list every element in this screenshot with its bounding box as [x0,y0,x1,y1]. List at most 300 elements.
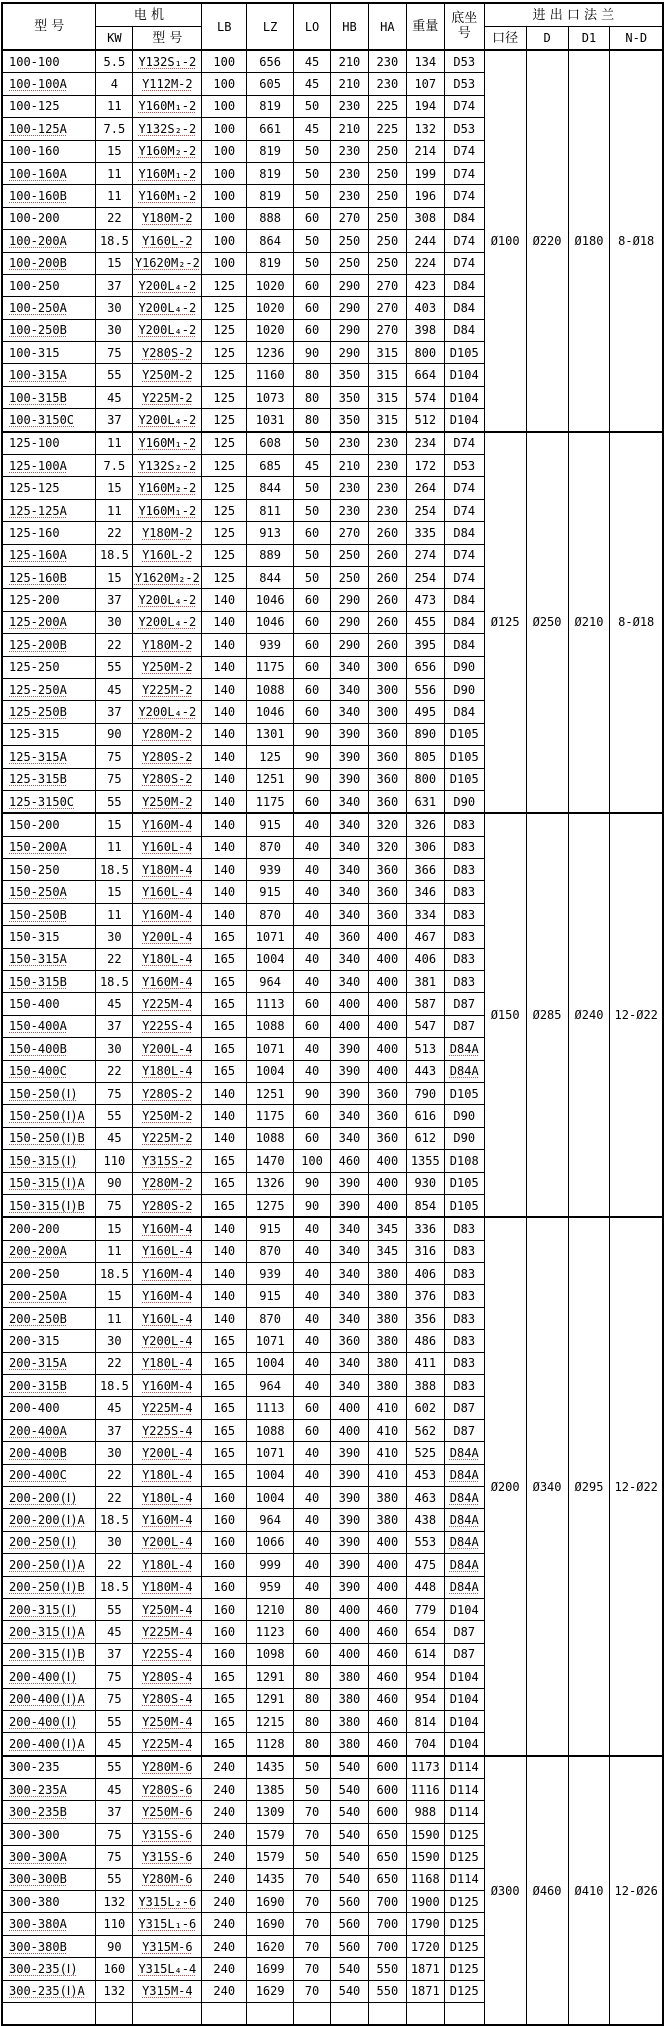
lz-cell [247,274,294,296]
ha-cell [368,1015,406,1037]
base-no-text: D83 [453,1356,476,1371]
motor-model-cell [133,409,202,432]
ha-text: 400 [376,1019,399,1034]
lz-cell [247,544,294,566]
lo-text: 40 [304,862,320,877]
lb-cell [202,701,247,723]
kw-text: 55 [107,1714,122,1729]
base-no-text: D105 [449,727,479,742]
lo-cell [294,859,331,881]
motor-model-cell [133,386,202,408]
lb-text: 165 [213,1692,236,1707]
kw-text: 15 [107,885,122,900]
kw-cell [96,1779,133,1801]
base-no-cell [444,678,484,700]
ha-text: 270 [376,323,399,338]
model-text: 300-300 [9,1827,60,1842]
hb-text: 400 [338,1647,361,1662]
lo-cell [294,230,331,252]
motor-model-text: Y200L₄-2 [138,300,197,315]
lb-text: 140 [213,1311,236,1326]
motor-model-text: Y180M-2 [142,525,193,540]
lb-cell [202,1823,247,1845]
weight-text: 664 [414,368,437,383]
base-no-text: D83 [453,1333,476,1348]
lo-text: 60 [304,323,320,338]
weight-text: 631 [414,794,437,809]
weight-cell [406,1419,444,1441]
model-cell [2,499,96,521]
hb-cell [331,230,369,252]
lb-cell [202,409,247,432]
flange-d1-cell: Ø180 [568,50,610,432]
lz-cell [247,1172,294,1194]
weight-text: 512 [414,412,437,427]
ha-cell [368,723,406,745]
kw-cell [96,589,133,611]
model-text: 200-250(Ⅰ) [9,1535,78,1550]
kw-text: 22 [107,637,122,652]
model-text: 200-250B [9,1311,67,1326]
motor-model-cell [133,1263,202,1285]
motor-model-cell [133,1733,202,1756]
motor-model-cell [133,1621,202,1643]
kw-cell [96,1352,133,1374]
hb-text: 340 [338,1244,361,1259]
hb-cell [331,73,369,95]
ha-cell [368,836,406,858]
lz-cell [247,1779,294,1801]
lb-cell [202,432,247,455]
kw-text: 90 [107,1176,122,1191]
model-cell [2,1868,96,1890]
lo-cell [294,1710,331,1732]
lo-text: 80 [304,1669,320,1684]
lo-cell [294,1330,331,1352]
ha-cell [368,903,406,925]
motor-model-text: Y280S-2 [142,749,193,764]
hb-cell [331,1217,369,1240]
model-text: 100-100A [9,77,67,92]
base-no-cell [444,1688,484,1710]
kw-text: 132 [103,1984,126,1999]
lz-text: 1251 [255,1086,285,1101]
hb-text: 390 [338,1535,361,1550]
ha-text: 230 [376,481,399,496]
hb-cell [331,1060,369,1082]
ha-text: 410 [376,1423,399,1438]
lo-text: 80 [304,1692,320,1707]
base-no-cell [444,544,484,566]
lb-cell [202,162,247,184]
lb-text: 160 [213,1513,236,1528]
model-text: 100-3150C [9,412,75,427]
ha-cell [368,409,406,432]
lb-cell [202,1352,247,1374]
lb-cell [202,1038,247,1060]
model-cell [2,1576,96,1598]
base-no-cell [444,319,484,341]
ha-cell [368,297,406,319]
model-text: 200-200 [9,1222,60,1236]
ha-text: 270 [376,300,399,315]
hb-cell [331,499,369,521]
lz-cell [247,1688,294,1710]
hb-text: 390 [338,1176,361,1191]
kw-cell [96,1846,133,1868]
base-no-text: D84A [449,1580,479,1595]
lo-text: 60 [304,211,320,226]
hb-cell [331,1801,369,1823]
hb-cell [331,50,369,73]
weight-cell [406,50,444,73]
base-no-text: D84 [453,323,476,338]
model-cell [2,1082,96,1104]
lo-text: 45 [304,54,320,69]
motor-model-text: Y250M-4 [142,1602,193,1617]
base-no-cell [444,1980,484,2002]
weight-text: 254 [414,503,437,518]
lb-cell [202,1217,247,1240]
hb-cell [331,1285,369,1307]
base-no-cell [444,274,484,296]
model-text: 150-400A [9,1019,67,1034]
flange-nd-cell: 12-Ø22 [610,1217,663,1755]
motor-model-cell [133,790,202,813]
kw-text: 18.5 [99,1378,129,1393]
lb-text: 165 [213,1468,236,1483]
lz-text: 964 [259,974,281,989]
ha-text: 700 [376,1894,399,1909]
weight-text: 556 [414,682,437,697]
lb-cell [202,790,247,813]
lo-text: 60 [304,615,320,630]
motor-model-text: Y180M-2 [142,211,193,226]
lz-text: 1046 [255,593,285,608]
motor-model-text: Y200L-4 [142,1445,193,1460]
base-no-cell [444,836,484,858]
ha-text: 600 [376,1782,399,1797]
lb-cell [202,1307,247,1329]
lo-text: 50 [304,256,320,271]
motor-model-text: Y315M-6 [142,1939,193,1954]
model-cell [2,971,96,993]
model-cell [2,1487,96,1509]
lz-cell [247,477,294,499]
base-no-text: D125 [449,1827,479,1842]
kw-text: 18.5 [99,233,129,248]
ha-text: 700 [376,1917,399,1932]
weight-cell [406,1375,444,1397]
lz-cell [247,140,294,162]
base-no-text: D83 [453,929,476,944]
model-text: 125-3150C [9,794,75,809]
base-no-cell [444,993,484,1015]
lo-cell [294,274,331,296]
lo-cell [294,342,331,364]
weight-cell [406,1464,444,1486]
lz-cell [247,836,294,858]
hb-cell [331,118,369,140]
ha-cell [368,566,406,588]
motor-model-text: Y315L₁-6 [138,1917,197,1932]
lb-text: 160 [213,1557,236,1572]
lz-cell [247,50,294,73]
model-text: 200-315(Ⅰ) [9,1602,78,1617]
base-no-text: D74 [453,481,476,496]
motor-model-text: Y315L₄-4 [138,1961,197,1976]
hb-cell [331,836,369,858]
model-text: 150-315(Ⅰ)A [9,1176,85,1191]
lz-text: 1004 [255,1468,285,1483]
model-cell [2,364,96,386]
weight-cell [406,1172,444,1194]
motor-model-cell [133,1240,202,1262]
ha-cell [368,589,406,611]
weight-cell [406,1038,444,1060]
motor-model-cell [133,1801,202,1823]
model-cell [2,678,96,700]
weight-text: 1590 [410,1827,440,1842]
header-base-no [444,3,484,50]
weight-cell [406,1756,444,1779]
ha-cell [368,1375,406,1397]
kw-cell [96,1194,133,1217]
kw-text: 90 [107,1939,122,1954]
lb-text: 100 [213,144,236,159]
kw-text: 160 [103,1961,126,1976]
lo-cell [294,1487,331,1509]
hb-text: 380 [338,1736,361,1751]
lb-text: 240 [213,1961,236,1976]
base-no-text: D105 [449,1086,479,1101]
model-text: 150-315 [9,929,60,944]
lo-text: 70 [304,1961,320,1976]
lo-cell [294,50,331,73]
base-no-text: D87 [453,1647,476,1662]
motor-model-cell [133,1868,202,1890]
lb-cell [202,1330,247,1352]
motor-model-cell [133,656,202,678]
ha-cell [368,1060,406,1082]
lz-text: 870 [259,1244,281,1259]
kw-cell [96,859,133,881]
hb-cell [331,566,369,588]
weight-text: 199 [414,166,437,181]
motor-model-text: Y280M-6 [142,1872,193,1887]
lz-text: 1690 [255,1917,285,1932]
motor-model-text: Y280S-6 [142,1782,193,1797]
model-cell [2,1598,96,1620]
base-no-cell [444,1823,484,1845]
hb-text: 210 [338,77,361,92]
weight-text: 316 [414,1244,437,1259]
ha-cell [368,1285,406,1307]
hb-cell [331,1846,369,1868]
ha-text: 460 [376,1602,399,1617]
hb-text: 250 [338,570,361,585]
motor-model-text: Y132S₁-2 [138,54,197,69]
base-no-text: D53 [453,77,476,92]
weight-text: 388 [414,1378,437,1393]
weight-cell [406,1127,444,1149]
lz-cell [247,948,294,970]
ha-cell [368,162,406,184]
model-cell [2,1330,96,1352]
model-text: 100-200B [9,256,67,271]
kw-text: 45 [107,682,122,697]
kw-cell [96,522,133,544]
model-text: 100-250B [9,323,67,338]
model-cell [2,1643,96,1665]
motor-model-text: Y160M-4 [142,1378,193,1393]
model-cell [2,162,96,184]
motor-model-cell [133,252,202,274]
hb-text: 390 [338,749,361,764]
motor-model-cell [133,1285,202,1307]
motor-model-text: Y180M-2 [142,637,193,652]
lz-text: 819 [259,99,281,114]
lo-text: 40 [304,1266,320,1281]
motor-model-cell [133,2002,202,2025]
weight-text: 574 [414,390,437,405]
model-cell [2,723,96,745]
lz-cell [247,1330,294,1352]
motor-model-cell [133,1688,202,1710]
lo-text: 50 [304,503,320,518]
lb-cell [202,678,247,700]
weight-cell [406,1060,444,1082]
weight-text: 486 [414,1333,437,1348]
base-no-cell [444,1487,484,1509]
weight-text: 779 [414,1602,437,1617]
model-cell [2,701,96,723]
kw-text: 75 [107,1669,122,1684]
motor-model-cell [133,993,202,1015]
lz-text: 1088 [255,1423,285,1438]
base-no-text: D90 [453,1131,476,1146]
hb-text: 340 [338,840,361,855]
motor-model-text: Y250M-2 [142,660,193,675]
kw-text: 7.5 [103,458,126,473]
hb-cell [331,903,369,925]
lo-cell [294,1531,331,1553]
lz-text: 964 [259,1378,281,1393]
model-cell [2,342,96,364]
kw-text: 75 [107,345,122,360]
weight-cell [406,1150,444,1172]
lz-text: 1690 [255,1894,285,1909]
kw-text: 11 [107,840,122,855]
motor-model-text: Y160M-4 [142,1266,193,1281]
ha-cell [368,1935,406,1957]
hb-cell [331,768,369,790]
kw-cell [96,1060,133,1082]
lo-text: 40 [304,952,320,967]
lz-text: 1071 [255,929,285,944]
motor-model-cell [133,1487,202,1509]
motor-model-text: Y280S-4 [142,1669,193,1684]
motor-model-text: Y280S-2 [142,345,193,360]
ha-cell [368,859,406,881]
weight-text: 475 [414,1557,437,1572]
flange-d-cell: Ø340 [526,1217,568,1755]
base-no-cell [444,455,484,477]
weight-cell [406,1105,444,1127]
ha-text: 260 [376,570,399,585]
base-no-text: D83 [453,1311,476,1326]
model-text: 100-250A [9,300,67,315]
motor-model-text: Y160M-4 [142,1513,193,1528]
motor-model-text: Y160L-2 [142,233,193,248]
lz-text: 999 [259,1557,281,1572]
lb-text: 140 [213,772,236,787]
header-model: 型 号 [2,3,96,50]
kw-cell [96,993,133,1015]
lb-text: 165 [213,1356,236,1371]
kw-cell [96,1082,133,1104]
base-no-cell [444,1240,484,1262]
ha-cell [368,656,406,678]
weight-text: 513 [414,1041,437,1056]
hb-cell [331,342,369,364]
lo-text: 50 [304,99,320,114]
kw-cell [96,297,133,319]
motor-model-cell [133,678,202,700]
base-no-cell [444,1576,484,1598]
lo-text: 90 [304,749,320,764]
lo-text: 70 [304,1939,320,1954]
lb-text: 125 [213,570,236,585]
lo-cell [294,1913,331,1935]
ha-cell [368,1038,406,1060]
ha-text: 650 [376,1872,399,1887]
base-no-cell [444,162,484,184]
hb-cell [331,926,369,948]
weight-text: 308 [414,211,437,226]
lo-text: 60 [304,525,320,540]
ha-cell [368,1891,406,1913]
lb-text: 100 [213,121,236,136]
hb-text: 390 [338,1445,361,1460]
base-no-cell [444,1913,484,1935]
kw-text: 5.5 [103,54,126,69]
weight-text: 194 [414,99,437,114]
lo-text: 40 [304,1244,320,1259]
lz-cell [247,881,294,903]
hb-text: 540 [338,1805,361,1820]
header-flange-group: 进 出 口 法 兰 [484,3,663,27]
ha-cell [368,1082,406,1104]
base-no-text: D105 [449,1198,479,1213]
lb-text: 165 [213,1198,236,1213]
lo-text: 40 [304,1513,320,1528]
ha-cell [368,252,406,274]
kw-cell [96,477,133,499]
motor-model-cell [133,566,202,588]
lz-cell [247,701,294,723]
lb-cell [202,1733,247,1756]
lo-cell [294,1150,331,1172]
ha-text: 410 [376,1401,399,1416]
base-no-cell [444,1015,484,1037]
lb-text: 140 [213,593,236,608]
model-text: 200-400A [9,1423,67,1438]
motor-model-cell [133,95,202,117]
lb-text: 140 [213,1289,236,1304]
lz-cell [247,1756,294,1779]
lo-cell [294,1868,331,1890]
